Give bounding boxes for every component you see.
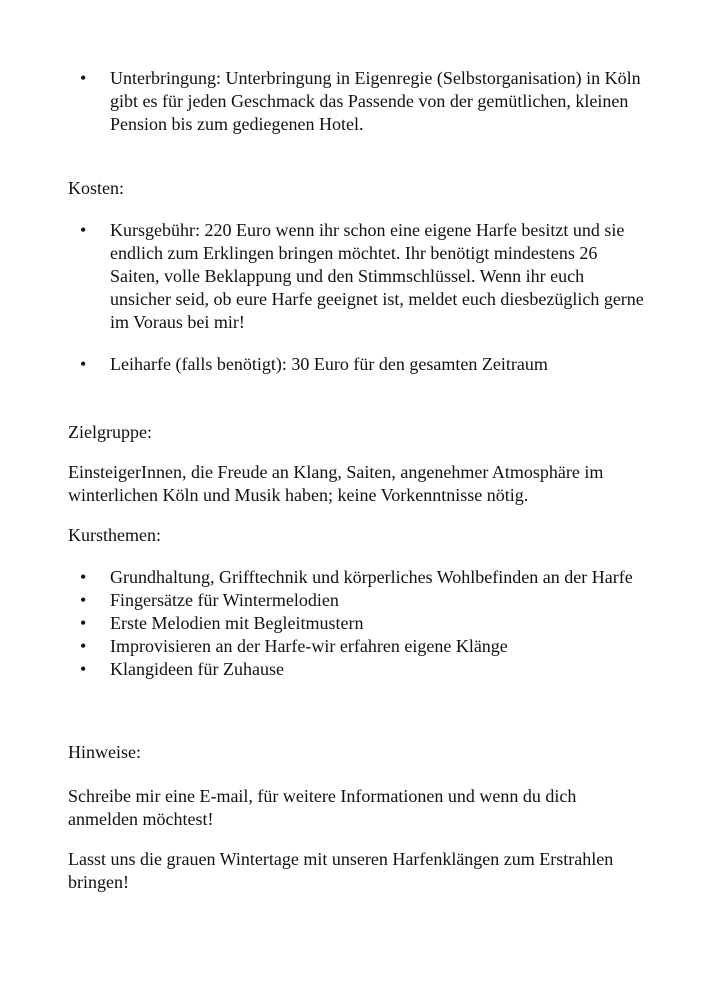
bullet-icon: • <box>80 220 87 240</box>
list-item <box>68 353 648 376</box>
hinweise-heading: Hinweise: <box>68 742 141 762</box>
unterbringung-text: Unterbringung: Unterbringung in Eigenregie (Selbstorganisation) in Köln gibt es für jeden Geschmack das Passende von der gemütlichen, kleinen Pension bis zum gediegenen Hotel. <box>110 68 641 134</box>
bullet-icon: • <box>80 68 87 88</box>
list-item <box>68 566 648 589</box>
kosten-heading: Kosten: <box>68 178 124 198</box>
zielgruppe-heading: Zielgruppe: <box>68 422 152 442</box>
zielgruppe-text: EinsteigerInnen, die Freude an Klang, Saiten, angenehmer Atmosphäre im winterlichen Köln und Musik haben; keine Vorkenntnisse nötig. <box>68 462 604 505</box>
kursthemen-item-text: Improvisieren an der Harfe-wir erfahren eigene Klänge <box>110 636 508 656</box>
list-item <box>68 67 648 136</box>
kosten-item-text: Leiharfe (falls benötigt): 30 Euro für den gesamten Zeitraum <box>110 354 548 374</box>
kosten-item-text: Kursgebühr: 220 Euro wenn ihr schon eine eigene Harfe besitzt und sie endlich zum Erklingen bringen möchtet. Ihr benötigt mindestens 26 Saiten, volle Beklappung und den Stimmschlüssel. Wenn ihr euch unsicher seid, ob eure Harfe geeignet ist, meldet euch diesbezüglich gerne im Voraus bei mir! <box>110 220 644 332</box>
list-item <box>68 589 648 612</box>
hinweise-paragraph: Lasst uns die grauen Wintertage mit unseren Harfenklängen zum Erstrahlen bringen! <box>68 849 614 892</box>
bullet-icon: • <box>80 590 87 610</box>
list-item <box>68 612 648 635</box>
hinweise-paragraph: Schreibe mir eine E-mail, für weitere Informationen und wenn du dich anmelden möchtest! <box>68 786 577 829</box>
bullet-icon: • <box>80 613 87 633</box>
bullet-icon: • <box>80 354 87 374</box>
unterbringung-list <box>68 67 648 136</box>
bullet-icon: • <box>80 659 87 679</box>
kursthemen-item-text: Fingersätze für Wintermelodien <box>110 590 339 610</box>
bullet-icon: • <box>80 636 87 656</box>
bullet-icon: • <box>80 567 87 587</box>
list-item <box>68 658 648 681</box>
kosten-list <box>68 219 648 334</box>
kursthemen-item-text: Erste Melodien mit Begleitmustern <box>110 613 364 633</box>
kursthemen-item-text: Grundhaltung, Grifftechnik und körperliches Wohlbefinden an der Harfe <box>110 567 633 587</box>
kursthemen-list <box>68 566 648 681</box>
kosten-list-leiharfe <box>68 353 648 376</box>
list-item <box>68 219 648 334</box>
kursthemen-heading: Kursthemen: <box>68 525 161 545</box>
kursthemen-item-text: Klangideen für Zuhause <box>110 659 284 679</box>
list-item <box>68 635 648 658</box>
